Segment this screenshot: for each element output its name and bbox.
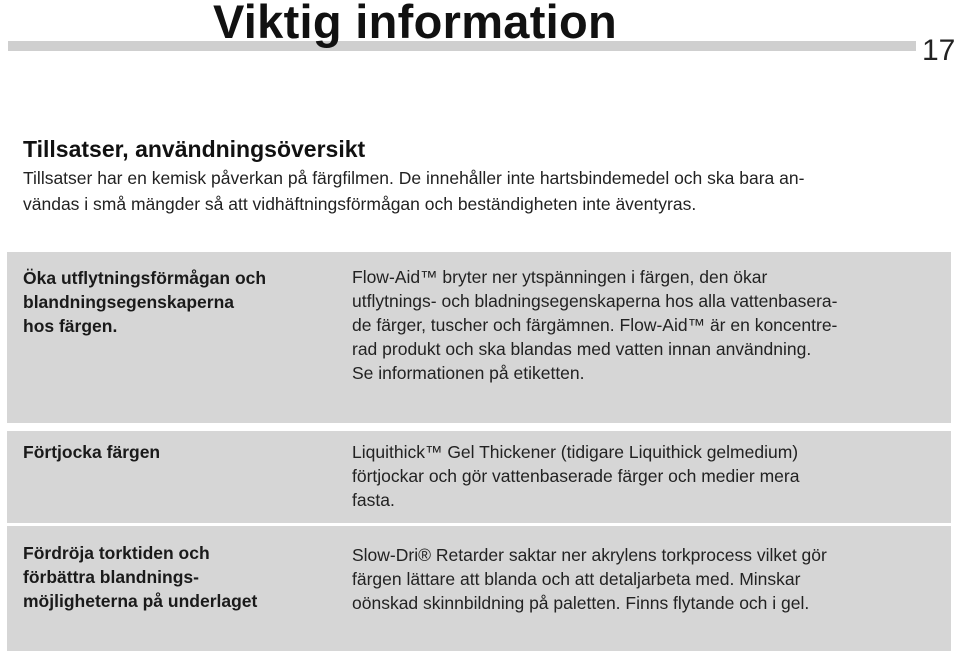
intro-line: vändas i små mängder så att vidhäftningsförmågan och beständigheten inte äventyras. — [23, 194, 697, 214]
intro-paragraph — [23, 165, 903, 217]
row-label-flow — [23, 266, 266, 338]
row-label-retard — [23, 541, 257, 613]
desc-line: rad produkt och ska blandas med vatten innan användning. — [352, 339, 812, 359]
label-line: Öka utflytningsförmågan och — [23, 268, 267, 288]
desc-line: Slow-Dri® Retarder saktar ner akrylens torkprocess vilket gör — [352, 545, 827, 565]
desc-line: de färger, tuscher och färgämnen. Flow-Aid™ är en koncentre- — [352, 315, 838, 335]
desc-line: Liquithick™ Gel Thickener (tidigare Liquithick gelmedium) — [352, 442, 799, 462]
label-line: förbättra blandnings- — [23, 567, 199, 587]
section-heading: Tillsatser, användningsöversikt — [23, 136, 366, 162]
desc-line: fasta. — [352, 490, 395, 510]
desc-line: förtjockar och gör vattenbaserade färger och medier mera — [352, 466, 800, 486]
desc-line: färgen lättare att blanda och att detaljarbeta med. Minskar — [352, 569, 801, 589]
label-line: Fördröja torktiden och — [23, 543, 210, 563]
label-line: möjligheterna på underlaget — [23, 591, 258, 611]
desc-line: Flow-Aid™ bryter ner ytspänningen i färgen, den ökar — [352, 267, 768, 287]
label-line: Förtjocka färgen — [23, 442, 161, 462]
row-label-thicken — [23, 440, 160, 464]
row-divider — [7, 523, 951, 526]
page-title: Viktig information — [213, 0, 618, 48]
desc-line: Se informationen på etiketten. — [352, 363, 585, 383]
label-line: blandningsegenskaperna — [23, 292, 235, 312]
desc-line: oönskad skinnbildning på paletten. Finns flytande och i gel. — [352, 593, 810, 613]
row-desc-retard — [352, 543, 827, 615]
intro-line: Tillsatser har en kemisk påverkan på färgfilmen. De innehåller inte hartsbindemedel och ska bara an- — [23, 168, 805, 188]
row-desc-thicken — [352, 440, 799, 512]
label-line: hos färgen. — [23, 316, 118, 336]
desc-line: utflytnings- och bladningsegenskaperna hos alla vattenbasera- — [352, 291, 838, 311]
page-number: 17 — [922, 34, 956, 67]
row-desc-flow — [352, 265, 837, 385]
